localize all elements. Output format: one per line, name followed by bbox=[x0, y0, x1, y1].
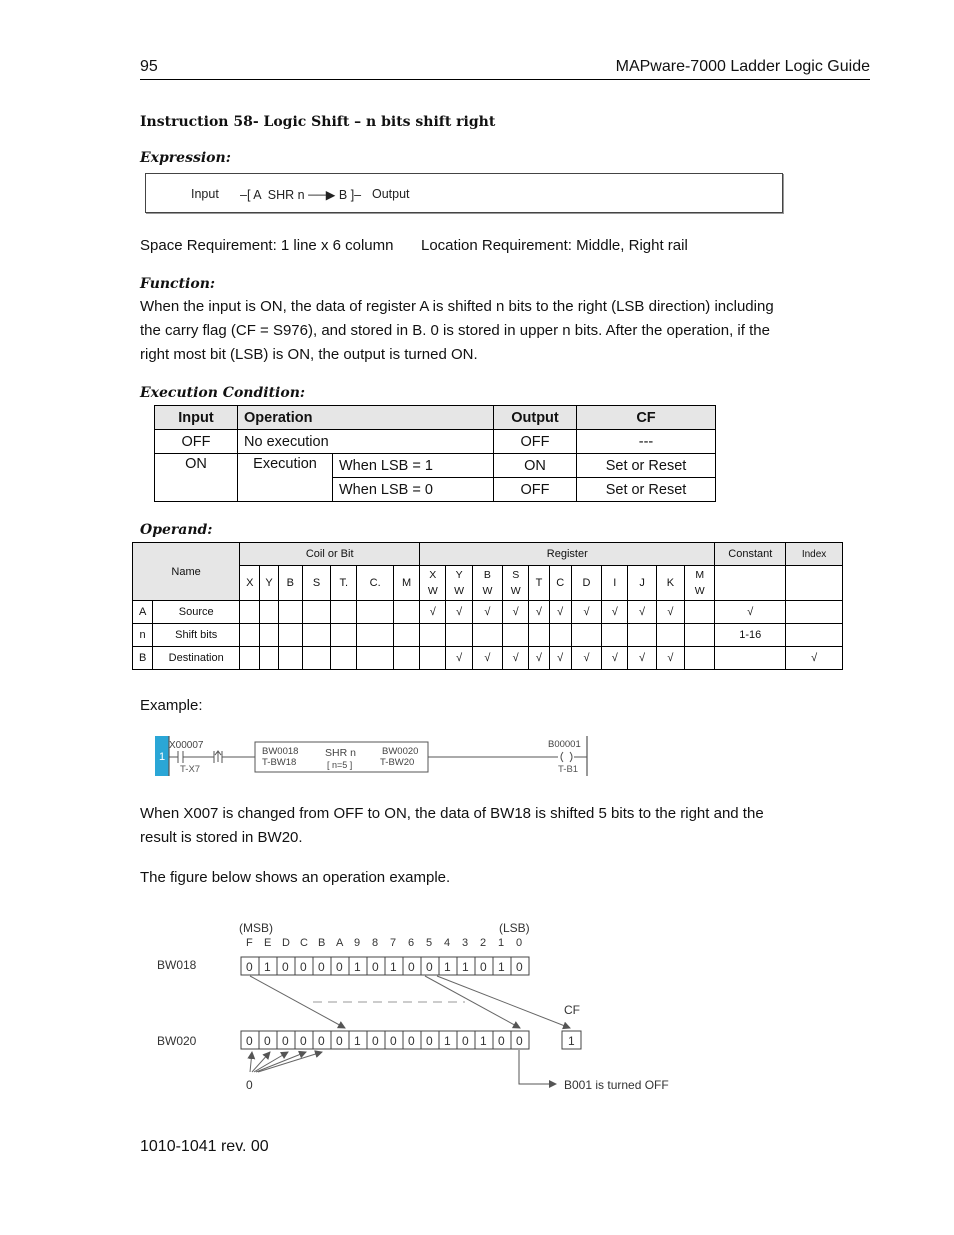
operand-check: √ bbox=[628, 647, 656, 670]
bit-value: 1 bbox=[390, 960, 397, 974]
bit-index-label: F bbox=[246, 937, 253, 949]
dst-register: BW0020 bbox=[382, 746, 419, 757]
rising-edge-arrow-icon bbox=[215, 751, 221, 762]
operand-group-register: Register bbox=[420, 543, 715, 566]
bit-index-label: C bbox=[300, 937, 308, 949]
bit-value: 0 bbox=[426, 1034, 433, 1048]
operand-check: √ bbox=[503, 601, 529, 624]
operand-row-destination bbox=[133, 647, 843, 670]
bit-value: 0 bbox=[408, 960, 415, 974]
bit-index-label: A bbox=[336, 937, 344, 949]
expression-input: Input bbox=[191, 187, 219, 201]
operand-check: √ bbox=[529, 647, 549, 670]
operand-group-constant: Constant bbox=[715, 543, 786, 566]
reg-col-bottom: W bbox=[510, 585, 521, 597]
bit-value: 0 bbox=[462, 1034, 469, 1048]
bit-index-labels bbox=[246, 937, 522, 949]
reg2-bits bbox=[241, 1031, 529, 1049]
document-title: MAPware-7000 Ladder Logic Guide bbox=[615, 58, 870, 75]
reg-col: I bbox=[602, 566, 628, 601]
operand-check bbox=[446, 624, 472, 647]
operand-label: Operand: bbox=[140, 522, 213, 538]
exec-cell: Set or Reset bbox=[577, 478, 716, 502]
bit-value: 0 bbox=[372, 960, 379, 974]
operand-check bbox=[571, 624, 601, 647]
reg-col bbox=[446, 566, 472, 601]
operand-group-coil: Coil or Bit bbox=[240, 543, 420, 566]
exec-cell: OFF bbox=[494, 430, 577, 454]
bit-index-label: B bbox=[318, 937, 326, 949]
bit-value: 0 bbox=[516, 1034, 523, 1048]
space-requirement: Space Requirement: 1 line x 6 column bbox=[140, 237, 394, 254]
exec-cell: OFF bbox=[155, 430, 238, 454]
bit-value: 1 bbox=[480, 1034, 487, 1048]
bit-value: 0 bbox=[318, 960, 325, 974]
reg1-label: BW018 bbox=[157, 958, 197, 972]
bit-index-label: 0 bbox=[516, 937, 523, 949]
bit-value: 0 bbox=[480, 960, 487, 974]
operand-name: Destination bbox=[153, 647, 240, 670]
bit-index-label: 4 bbox=[444, 937, 451, 949]
bit-index-label: 2 bbox=[480, 937, 487, 949]
operand-constant: √ bbox=[715, 601, 786, 624]
operand-check bbox=[628, 624, 656, 647]
operand-key: B bbox=[133, 647, 153, 670]
operand-check bbox=[503, 624, 529, 647]
exec-cell: When LSB = 0 bbox=[333, 478, 494, 502]
operand-check bbox=[420, 647, 446, 670]
reg-col bbox=[503, 566, 529, 601]
operand-check: √ bbox=[503, 647, 529, 670]
bit-value: 0 bbox=[516, 960, 523, 974]
bit-value: 0 bbox=[264, 1034, 271, 1048]
expression-box bbox=[145, 173, 783, 213]
reg-col: J bbox=[628, 566, 656, 601]
operand-check: √ bbox=[549, 601, 571, 624]
index-col bbox=[786, 566, 843, 601]
example-desc-line-2: result is stored in BW20. bbox=[140, 829, 303, 846]
bit-index-label: 1 bbox=[498, 937, 505, 949]
operand-index bbox=[786, 601, 843, 624]
operand-check: √ bbox=[571, 601, 601, 624]
reg2-label: BW020 bbox=[157, 1034, 197, 1048]
bit-index-label: 9 bbox=[354, 937, 361, 949]
reg-col-top: M bbox=[695, 569, 705, 581]
bit-index-label: 3 bbox=[462, 937, 469, 949]
operand-table bbox=[132, 542, 843, 670]
operand-row-shift-bits bbox=[133, 624, 843, 647]
bit-value: 1 bbox=[354, 1034, 361, 1048]
dst-tag: T-BW20 bbox=[380, 757, 415, 768]
coil-col: T. bbox=[331, 566, 357, 601]
coil-col: Y bbox=[260, 566, 278, 601]
operand-key: A bbox=[133, 601, 153, 624]
operand-group-index: Index bbox=[786, 543, 843, 566]
reg1-bits bbox=[241, 957, 529, 975]
operand-check: √ bbox=[656, 601, 684, 624]
operand-check bbox=[472, 624, 502, 647]
operand-name-header: Name bbox=[133, 543, 240, 601]
execution-header-row bbox=[155, 406, 716, 430]
coil-col: C. bbox=[357, 566, 393, 601]
example-desc-line-1: When X007 is changed from OFF to ON, the data of BW18 is shifted 5 bits to the right and the bbox=[140, 805, 764, 822]
bit-value: 0 bbox=[246, 960, 253, 974]
page-number: 95 bbox=[140, 58, 158, 75]
reg-col-top: S bbox=[512, 569, 520, 581]
operand-check bbox=[685, 624, 715, 647]
bit-value: 1 bbox=[462, 960, 469, 974]
operand-check: √ bbox=[446, 647, 472, 670]
ladder-rung bbox=[150, 730, 600, 782]
operand-check bbox=[685, 647, 715, 670]
exec-cell: --- bbox=[577, 430, 716, 454]
op-n: [ n=5 ] bbox=[327, 760, 353, 770]
operand-index: √ bbox=[786, 647, 843, 670]
bit-value: 0 bbox=[282, 1034, 289, 1048]
msb-label: (MSB) bbox=[239, 921, 273, 935]
bit-value: 0 bbox=[318, 1034, 325, 1048]
reg-col-top: B bbox=[483, 569, 491, 581]
operand-check bbox=[685, 601, 715, 624]
bit-value: 0 bbox=[372, 1034, 379, 1048]
expression-output: Output bbox=[372, 187, 410, 201]
expression-label: Expression: bbox=[140, 150, 231, 166]
exec-cell: Execution bbox=[238, 454, 333, 502]
reg-col-bottom: W bbox=[454, 585, 465, 597]
operand-name: Source bbox=[153, 601, 240, 624]
operand-check: √ bbox=[602, 647, 628, 670]
operand-name: Shift bits bbox=[153, 624, 240, 647]
reg-col-bottom: W bbox=[427, 585, 438, 597]
operand-row-source bbox=[133, 601, 843, 624]
instruction-title: Instruction 58- Logic Shift – n bits shift right bbox=[140, 114, 496, 130]
operand-check bbox=[529, 624, 549, 647]
function-line-3: right most bit (LSB) is ON, the output is turned ON. bbox=[140, 346, 478, 363]
exec-header-cf: CF bbox=[577, 406, 716, 430]
zero-fill-arrow bbox=[256, 1052, 306, 1072]
bit-index-label: 7 bbox=[390, 937, 397, 949]
bit-value: 1 bbox=[444, 1034, 451, 1048]
coil-col: M bbox=[393, 566, 419, 601]
operand-check: √ bbox=[420, 601, 446, 624]
operand-check bbox=[656, 624, 684, 647]
cf-value: 1 bbox=[568, 1034, 575, 1048]
reg-col-bottom: W bbox=[482, 585, 493, 597]
location-requirement: Location Requirement: Middle, Right rail bbox=[421, 237, 688, 254]
operand-index bbox=[786, 624, 843, 647]
result-note: B001 is turned OFF bbox=[564, 1078, 669, 1092]
reg-col-top: Y bbox=[455, 569, 463, 581]
reg-col bbox=[472, 566, 502, 601]
reg-col: K bbox=[656, 566, 684, 601]
bit-index-label: 6 bbox=[408, 937, 415, 949]
zero-fill-arrow bbox=[250, 1052, 252, 1072]
reg-col-bottom: W bbox=[694, 585, 705, 597]
exec-cell: ON bbox=[494, 454, 577, 478]
operand-check: √ bbox=[602, 601, 628, 624]
bit-value: 1 bbox=[444, 960, 451, 974]
expression-symbol: –[ A SHR n ──▶ B ]– bbox=[240, 188, 362, 202]
execution-row bbox=[155, 430, 716, 454]
exec-header-operation: Operation bbox=[238, 406, 494, 430]
example-label: Example: bbox=[140, 697, 203, 714]
coil-col: X bbox=[240, 566, 260, 601]
footer-revision: 1010-1041 rev. 00 bbox=[140, 1138, 269, 1155]
function-line-2: the carry flag (CF = S976), and stored in B. 0 is stored in upper n bits. After the operation, if the bbox=[140, 322, 770, 339]
bit-index-label: 8 bbox=[372, 937, 379, 949]
bit-value: 0 bbox=[336, 960, 343, 974]
bit-value: 0 bbox=[498, 1034, 505, 1048]
rung-number: 1 bbox=[159, 751, 166, 763]
operand-check: √ bbox=[571, 647, 601, 670]
operand-key: n bbox=[133, 624, 153, 647]
operand-column-row bbox=[133, 566, 843, 601]
operand-check bbox=[602, 624, 628, 647]
cf-label: CF bbox=[564, 1003, 580, 1017]
operand-check: √ bbox=[656, 647, 684, 670]
operand-check: √ bbox=[446, 601, 472, 624]
bit-index-label: 5 bbox=[426, 937, 433, 949]
bit-index-label: D bbox=[282, 937, 290, 949]
bit-index-label: E bbox=[264, 937, 272, 949]
shift-operation-figure bbox=[0, 910, 720, 1100]
coil-col: B bbox=[278, 566, 302, 601]
bit-value: 0 bbox=[390, 1034, 397, 1048]
reg-col-top: X bbox=[429, 569, 437, 581]
function-line-1: When the input is ON, the data of register A is shifted n bits to the right (LSB direction) including bbox=[140, 298, 774, 315]
bit-value: 0 bbox=[246, 1034, 253, 1048]
operand-check: √ bbox=[529, 601, 549, 624]
zero-fill-arrow bbox=[254, 1052, 288, 1072]
src-tag: T-BW18 bbox=[262, 757, 297, 768]
operand-check bbox=[549, 624, 571, 647]
bit-value: 0 bbox=[426, 960, 433, 974]
bit-value: 0 bbox=[408, 1034, 415, 1048]
operand-check: √ bbox=[549, 647, 571, 670]
reg-col: C bbox=[549, 566, 571, 601]
reg-col: T bbox=[529, 566, 549, 601]
operand-check: √ bbox=[628, 601, 656, 624]
operand-constant: 1-16 bbox=[715, 624, 786, 647]
exec-cell: ON bbox=[155, 454, 238, 502]
reg-col bbox=[685, 566, 715, 601]
reg-col bbox=[420, 566, 446, 601]
execution-label: Execution Condition: bbox=[140, 385, 306, 401]
header-rule bbox=[140, 79, 870, 80]
exec-cell: No execution bbox=[238, 430, 494, 454]
bit-value: 0 bbox=[282, 960, 289, 974]
constant-col bbox=[715, 566, 786, 601]
contact-address: X00007 bbox=[169, 740, 204, 751]
exec-cell: Set or Reset bbox=[577, 454, 716, 478]
output-arrow bbox=[519, 1050, 556, 1084]
operand-constant bbox=[715, 647, 786, 670]
operand-check: √ bbox=[472, 601, 502, 624]
function-label: Function: bbox=[140, 276, 216, 292]
reg-col: D bbox=[571, 566, 601, 601]
bit-value: 0 bbox=[336, 1034, 343, 1048]
bit-value: 0 bbox=[300, 960, 307, 974]
exec-header-input: Input bbox=[155, 406, 238, 430]
coil-address: B00001 bbox=[548, 739, 581, 750]
figure-intro: The figure below shows an operation example. bbox=[140, 869, 451, 886]
bit-value: 1 bbox=[354, 960, 361, 974]
coil-tag: T-B1 bbox=[558, 764, 579, 775]
operand-check: √ bbox=[472, 647, 502, 670]
bit-value: 1 bbox=[498, 960, 505, 974]
operand-group-row bbox=[133, 543, 843, 566]
exec-cell: OFF bbox=[494, 478, 577, 502]
coil-symbol bbox=[561, 752, 572, 762]
execution-table bbox=[154, 405, 716, 502]
operand-check bbox=[420, 624, 446, 647]
contact-tag: T-X7 bbox=[180, 764, 201, 775]
zero-label: 0 bbox=[246, 1078, 253, 1092]
op-label: SHR n bbox=[325, 747, 356, 759]
execution-row bbox=[155, 454, 716, 478]
lsb-label: (LSB) bbox=[499, 921, 530, 935]
coil-col: S bbox=[302, 566, 330, 601]
exec-cell: When LSB = 1 bbox=[333, 454, 494, 478]
exec-header-output: Output bbox=[494, 406, 577, 430]
bit-value: 1 bbox=[264, 960, 271, 974]
src-register: BW0018 bbox=[262, 746, 299, 757]
bit-value: 0 bbox=[300, 1034, 307, 1048]
